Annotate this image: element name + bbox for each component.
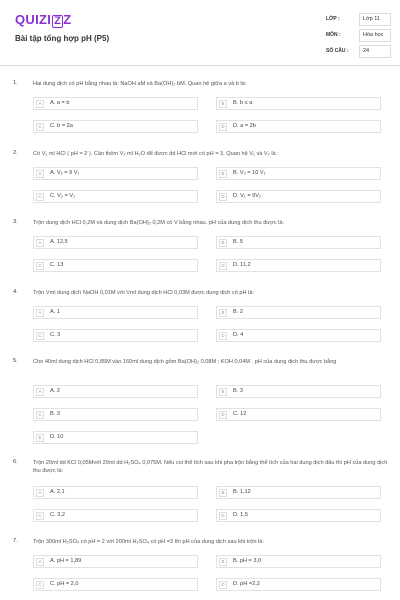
- option-b[interactable]: [216, 385, 381, 398]
- option-text: A. V₂ = 9 V₁: [50, 170, 80, 176]
- option-b[interactable]: [216, 306, 381, 319]
- option-d[interactable]: [216, 259, 381, 272]
- question-text: Có V₁ ml HCl ( pH = 2 ). Cần thêm V₂ ml H₂O để được dd HCl mới có pH = 3. Quan hệ V₁ và V₂ là :: [33, 151, 279, 157]
- option-d[interactable]: [216, 509, 381, 522]
- option-text: B. 2: [233, 309, 243, 315]
- question-number: 7.: [13, 538, 18, 544]
- option-text: C. V₂ = V₁: [50, 193, 76, 199]
- option-text: A. a = b: [50, 100, 70, 106]
- option-text: D. 1,5: [233, 512, 248, 518]
- option-letter: A: [36, 100, 44, 108]
- meta-subject-value: Hóa học: [359, 29, 391, 42]
- option-text: B. 1,12: [233, 489, 251, 495]
- option-letter: B: [219, 100, 227, 108]
- option-text: C. 12: [233, 411, 247, 417]
- option-a[interactable]: [33, 97, 198, 110]
- option-text: C. b = 2a: [50, 123, 73, 129]
- question-number: 5.: [13, 358, 18, 364]
- option-letter: B: [219, 309, 227, 317]
- option-text: D. 11,2: [233, 262, 251, 268]
- worksheet-title: Bài tập tổng hợp pH (P5): [15, 34, 110, 43]
- option-letter: C: [36, 512, 44, 520]
- option-text: B. V₂ = 10 V₁: [233, 170, 266, 176]
- option-c[interactable]: [33, 509, 198, 522]
- meta-subject: [326, 28, 394, 42]
- option-c[interactable]: [33, 259, 198, 272]
- option-b[interactable]: [216, 555, 381, 568]
- option-b[interactable]: [216, 97, 381, 110]
- option-text: D. a = 2b: [233, 123, 256, 129]
- option-letter: D: [219, 411, 227, 419]
- option-letter: D: [219, 512, 227, 520]
- option-text: A. pH = 1,89: [50, 558, 82, 564]
- question-number: 6.: [13, 459, 18, 465]
- option-text: D. 4: [233, 332, 244, 338]
- option-d[interactable]: [216, 329, 381, 342]
- option-text: A. 12,5: [50, 239, 68, 245]
- option-letter: B: [219, 558, 227, 566]
- option-letter: C: [36, 411, 44, 419]
- option-text: B. b ≤ a: [233, 100, 253, 106]
- option-b[interactable]: [216, 167, 381, 180]
- option-a[interactable]: [33, 236, 198, 249]
- option-letter: D: [219, 332, 227, 340]
- question-text: Trộn dung dịch HCl 0,2M và dung dịch Ba(OH)₂ 0,2M có V bằng nhau. pH của dung dịch thu được là:: [33, 220, 284, 226]
- option-a[interactable]: [33, 486, 198, 499]
- option-text: B. 3: [50, 411, 60, 417]
- option-letter: C: [36, 332, 44, 340]
- option-letter: A: [36, 239, 44, 247]
- option-text: C. 3: [50, 332, 61, 338]
- option-d[interactable]: [216, 120, 381, 133]
- option-letter: C: [36, 193, 44, 201]
- option-letter: D: [219, 123, 227, 131]
- option-a[interactable]: [33, 167, 198, 180]
- option-letter: A: [36, 309, 44, 317]
- worksheet-meta: [326, 12, 394, 60]
- question-number: 1.: [13, 80, 18, 86]
- option-d[interactable]: [216, 190, 381, 203]
- option-text: D. 10: [50, 434, 64, 440]
- option-letter: D: [219, 581, 227, 589]
- option-letter: E: [36, 434, 44, 442]
- option-letter: A: [36, 489, 44, 497]
- option-text: A. 2,1: [50, 489, 65, 495]
- meta-class: [326, 12, 394, 26]
- option-a[interactable]: [33, 306, 198, 319]
- option-text: C. pH = 2,0: [50, 581, 79, 587]
- option-c[interactable]: [33, 329, 198, 342]
- meta-subject-label: MÔN :: [326, 32, 341, 38]
- question-text: Hai dung dịch có pH bằng nhau là: NaOH aM và Ba(OH)₂ bM. Quan hệ giữa a và b là:: [33, 81, 247, 87]
- option-text: D. pH =2,2: [233, 581, 260, 587]
- option-c[interactable]: [33, 190, 198, 203]
- option-b[interactable]: [216, 486, 381, 499]
- option-text: D. V₁ = 9V₂: [233, 193, 262, 199]
- option-letter: D: [219, 193, 227, 201]
- option-letter: A: [36, 170, 44, 178]
- question-number: 3.: [13, 219, 18, 225]
- question-text: Trộn 20ml dd KCl 0,05Mvới 20ml dd H₂SO₄ 0,075M. Nếu coi thể tích sau khi pha trộn bằng thể tích của hai dung dịch đầu thì pH của dung dịch thu được là:: [33, 460, 388, 474]
- meta-question-count-label: SỐ CÂU :: [326, 48, 349, 54]
- question-text: Trộn Vml dung dịch NaOH 0,01M với Vml dung dịch HCl 0,03M được dung dịch có pH là:: [33, 290, 255, 296]
- question-text: Trộn 300ml H₂SO₄ có pH = 2 với 200ml H₂SO₄ có pH =3 thì pH của dung dịch sau khi trộn là:: [33, 539, 264, 545]
- meta-question-count-value: 24: [359, 45, 391, 58]
- option-letter: C: [36, 581, 44, 589]
- question-text: Cho 40ml dung dịch HCl 0,85M vào 160ml dung dịch gồm Ba(OH)₂ 0,08M ; KOH 0,04M . pH của dung dịch thu được bằng: [33, 359, 337, 365]
- option-letter: C: [36, 262, 44, 270]
- option-d[interactable]: [216, 408, 381, 421]
- quizizz-logo: QUIZI Z Z: [15, 12, 72, 27]
- option-b[interactable]: [216, 236, 381, 249]
- worksheet-header: [0, 0, 400, 66]
- option-letter: B: [219, 489, 227, 497]
- option-c[interactable]: [33, 408, 198, 421]
- option-text: A. 2: [50, 388, 60, 394]
- option-letter: B: [219, 170, 227, 178]
- option-letter: B: [219, 388, 227, 396]
- option-a[interactable]: [33, 385, 198, 398]
- option-text: B. 3: [233, 388, 243, 394]
- option-letter: C: [36, 123, 44, 131]
- meta-class-value: Lớp 11: [359, 13, 391, 26]
- option-letter: A: [36, 558, 44, 566]
- meta-question-count: [326, 44, 394, 58]
- option-letter: B: [219, 239, 227, 247]
- option-text: C. 13: [50, 262, 64, 268]
- question-number: 4.: [13, 289, 18, 295]
- option-a[interactable]: [33, 555, 198, 568]
- option-c[interactable]: [33, 120, 198, 133]
- option-d[interactable]: [216, 578, 381, 591]
- option-letter: D: [219, 262, 227, 270]
- meta-class-label: LỚP :: [326, 16, 340, 22]
- option-text: C. 3,2: [50, 512, 65, 518]
- option-text: B. 5: [233, 239, 243, 245]
- question-number: 2.: [13, 150, 18, 156]
- option-text: A. 1: [50, 309, 60, 315]
- option-c[interactable]: [33, 578, 198, 591]
- option-text: B. pH = 3,0: [233, 558, 262, 564]
- option-letter: A: [36, 388, 44, 396]
- option-e[interactable]: [33, 431, 198, 444]
